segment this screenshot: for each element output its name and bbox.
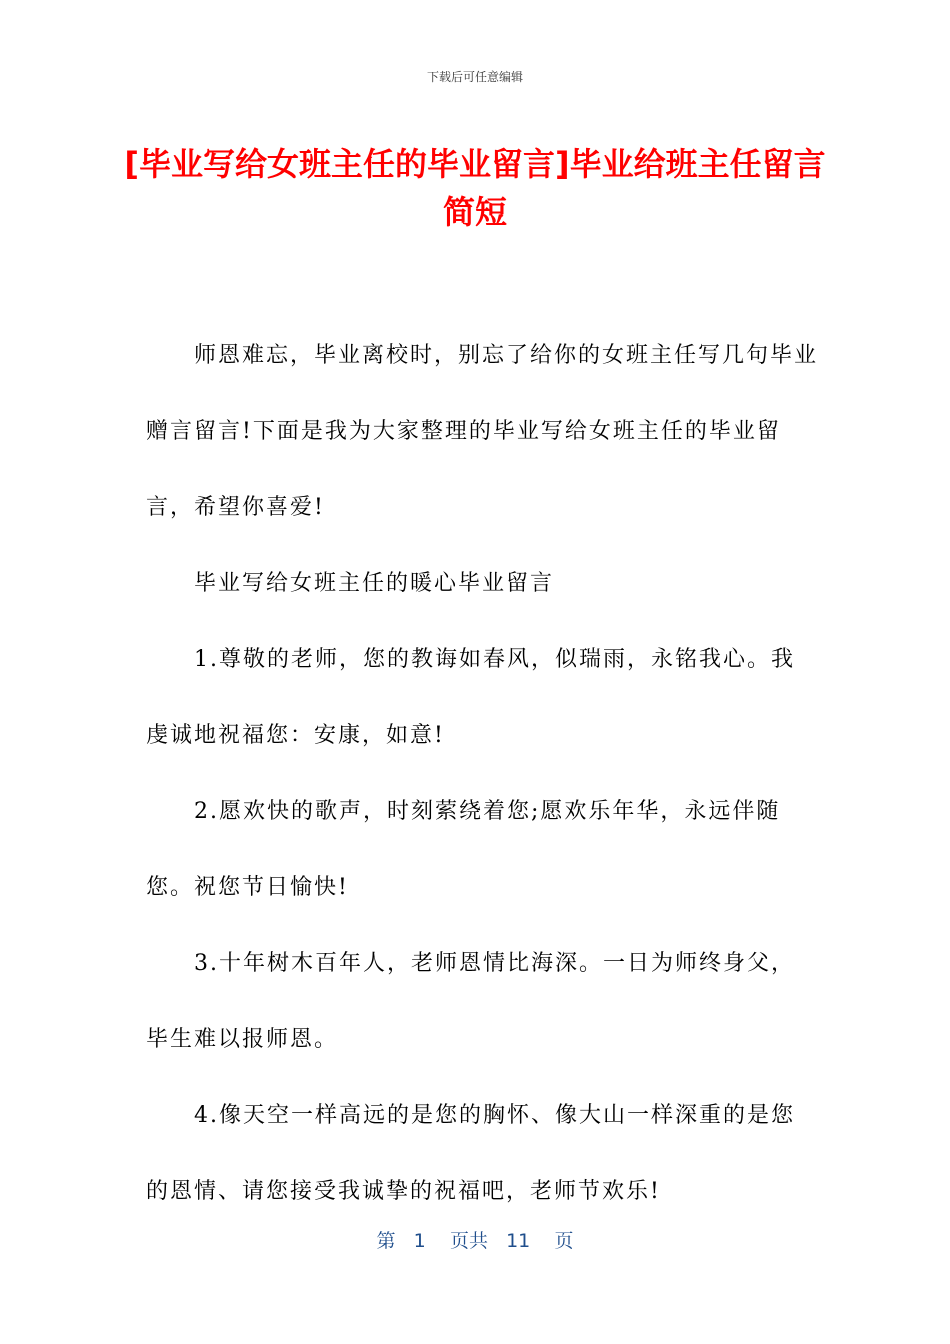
message-item-3: 3.十年树木百年人，老师恩情比海深。一日为师终身父，毕生难以报师恩。 xyxy=(146,951,795,1052)
document-title: [毕业写给女班主任的毕业留言]毕业给班主任留言简短 xyxy=(124,145,826,231)
footer-suffix: 页 xyxy=(554,1230,574,1252)
footer-prefix: 第 xyxy=(376,1230,396,1252)
page-footer xyxy=(0,1226,950,1253)
intro-paragraph: 师恩难忘，毕业离校时，别忘了给你的女班主任写几句毕业赠言留言!下面是我为大家整理的毕业写给女班主任的毕业留言，希望你喜爱! xyxy=(146,343,819,520)
message-item-1: 1.尊敬的老师，您的教诲如春风，似瑞雨，永铭我心。我虔诚地祝福您：安康，如意! xyxy=(146,647,795,748)
footer-total-pages: 11 xyxy=(506,1230,531,1252)
message-item-4: 4.像天空一样高远的是您的胸怀、像大山一样深重的是您的恩情、请您接受我诚挚的祝福吧，老师节欢乐! xyxy=(146,1103,795,1204)
footer-middle: 页共 xyxy=(449,1230,488,1252)
document-body xyxy=(146,318,818,1230)
header-note: 下载后可任意编辑 xyxy=(426,70,523,84)
section-heading: 毕业写给女班主任的暖心毕业留言 xyxy=(194,571,555,596)
message-item-2: 2.愿欢快的歌声，时刻萦绕着您;愿欢乐年华，永远伴随您。祝您节日愉快! xyxy=(146,799,781,900)
footer-current-page: 1 xyxy=(413,1230,426,1252)
